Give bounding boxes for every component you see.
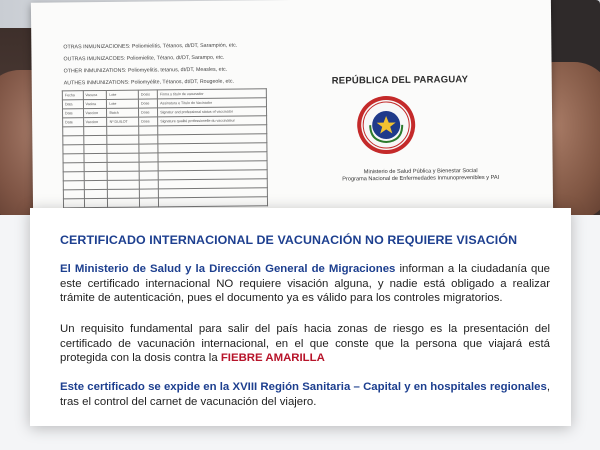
table-cell: Vacuna xyxy=(83,90,107,99)
table-cell: Fecha xyxy=(62,91,83,100)
table-cell: Dose xyxy=(138,99,157,108)
immunization-line-en: OTHER INMUNIZATIONS: Poliomyelitis, tetanus, dt/DT, Measles, etc. xyxy=(63,66,228,75)
vaccination-table xyxy=(62,88,268,208)
announcement-card xyxy=(30,208,571,426)
paragraph-text: Un requisito fundamental para salir del país hacia zonas de riesgo es la presentación del certificado de vacunación internacional, en el que conste que la persona que viajará está protegida con la dosis contra la xyxy=(60,323,550,364)
table-cell: Dosis xyxy=(138,90,157,99)
paragraph-authorities xyxy=(60,262,550,306)
ministry-name: Ministerio de Salud Pública y Bienestar Social xyxy=(363,168,478,176)
paragraph-text: , tras el control del carnet de vacunación del viajero. xyxy=(60,381,550,408)
immunization-line-pt: OUTRAS IMUNIZACOES: Poliomielite, Tétano, dt/DT, Sarampo, etc. xyxy=(63,54,225,63)
table-cell: Nº DUILOT xyxy=(107,117,139,126)
table-row xyxy=(63,197,267,208)
table-cell: Lote xyxy=(107,99,139,108)
country-heading: REPÚBLICA DEL PARAGUAY xyxy=(331,74,469,87)
table-cell: Vaccine xyxy=(83,108,107,117)
table-cell: Dose xyxy=(139,108,158,117)
table-cell: Signatur and professional status of vaccinator xyxy=(158,107,267,117)
paragraph-text: informan a la ciudadanía que este certificado internacional NO requiere visación alguna, y nadie está obligado a realizar trámite de autenticación, pues el documento ya es válido para los controles migratorios. xyxy=(60,263,550,304)
program-name: Programa Nacional de Enfermedades Inmunoprevenibles y PAI xyxy=(342,174,500,183)
table-cell: Date xyxy=(63,118,84,127)
vaccination-certificate-document xyxy=(31,0,553,215)
paragraph-issuance xyxy=(60,380,550,409)
ministry-caption xyxy=(321,168,521,184)
paraguay-seal xyxy=(356,95,417,156)
table-cell: Signature qualité professionelle du vaccinateur xyxy=(158,116,267,126)
table-cell: Data xyxy=(62,100,83,109)
certificate-photo xyxy=(0,0,600,215)
immunization-line-es: OTRAS INMUNIZACIONES: Poliomielitis, Tétanos, dt/DT, Sarampión, etc. xyxy=(63,42,238,51)
paragraph-requirement xyxy=(60,322,550,366)
table-cell: Firma y título de vacunador xyxy=(157,89,266,99)
table-cell: Assinatura e Título do Vacinador xyxy=(158,98,267,108)
table-cell: Vaccine xyxy=(83,117,107,126)
yellow-fever-highlight: FIEBRE AMARILLA xyxy=(220,352,325,364)
authorities-highlight: El Ministerio de Salud y la Dirección General de Migraciones xyxy=(60,263,396,275)
issuance-highlight: Este certificado se expide en la XVIII Región Sanitaria – Capital y en hospitales regionales xyxy=(60,381,547,393)
announcement-title: CERTIFICADO INTERNACIONAL DE VACUNACIÓN NO REQUIERE VISACIÓN xyxy=(60,233,518,247)
immunization-line-fr: AUTHES INMUNIZATIONS: Poliomyélite, Tétanos, dt/DT, Rougeole, etc. xyxy=(63,78,235,87)
table-cell: Batch xyxy=(107,108,139,117)
table-cell: Vacina xyxy=(83,99,107,108)
table-cell: Lote xyxy=(107,90,139,99)
table-cell: Date xyxy=(63,109,84,118)
table-cell: Dose xyxy=(139,117,158,126)
